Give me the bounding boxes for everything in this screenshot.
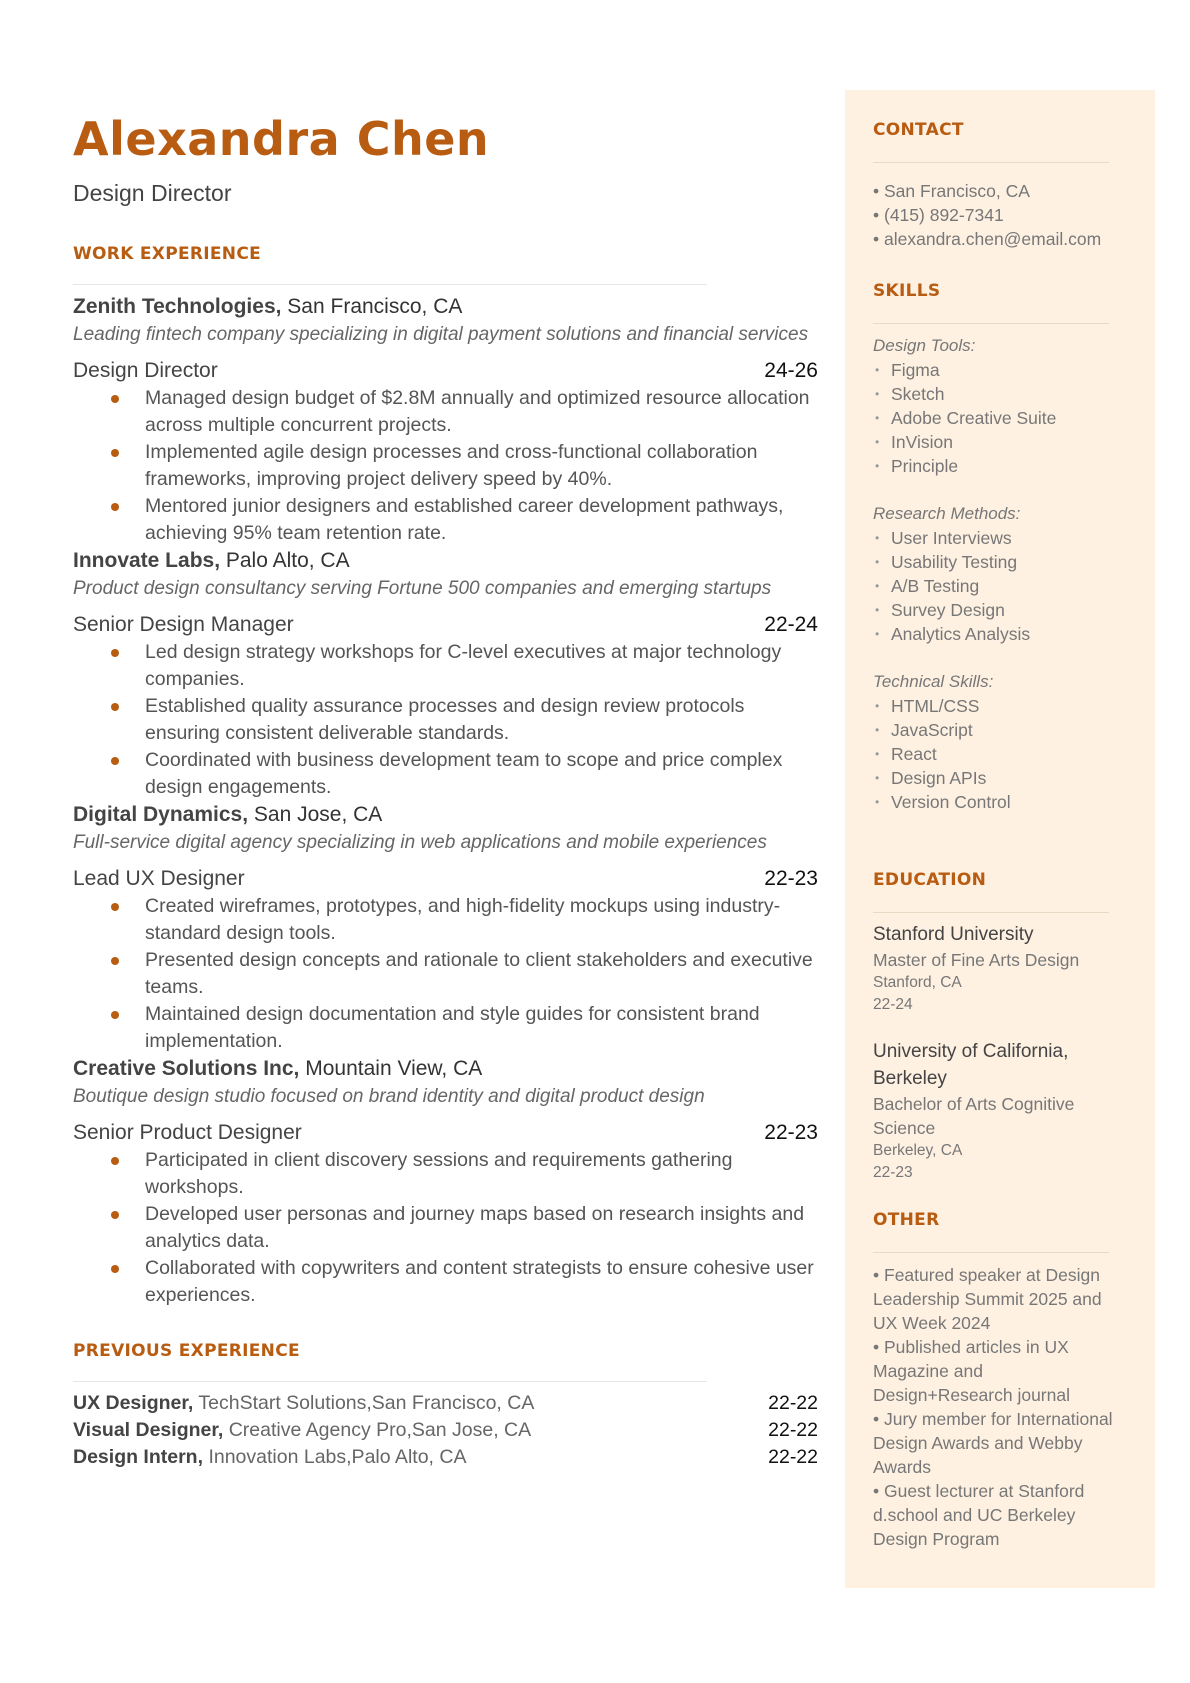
job-description: Product design consultancy serving Fortune 500 companies and emerging startups — [73, 578, 772, 599]
skill-item: • Usability Testing — [873, 550, 1113, 574]
previous-experience-heading: PREVIOUS EXPERIENCE — [73, 1341, 300, 1361]
bullet-dot-icon — [111, 703, 119, 711]
job-company: Innovate Labs, — [73, 549, 221, 572]
job-description: Leading fintech company specializing in digital payment solutions and financial services — [73, 324, 809, 345]
degree: Master of Fine Arts Design — [873, 950, 1080, 970]
skill-item: • Survey Design — [873, 598, 1113, 622]
job-bullet: Collaborated with copywriters and content strategists to ensure cohesive user experiences. — [73, 1255, 818, 1309]
other-item: • Guest lecturer at Stanford d.school and UC Berkeley Design Program — [873, 1481, 1085, 1549]
section-divider — [873, 162, 1109, 163]
job-role-row — [73, 865, 818, 893]
job-location: Palo Alto, CA — [225, 549, 350, 572]
contact-phone: • (415) 892-7341 — [873, 205, 1004, 225]
job-company: Digital Dynamics, — [73, 803, 249, 826]
job-bullets — [73, 639, 818, 801]
degree: Bachelor of Arts Cognitive Science — [873, 1094, 1075, 1138]
job-location: San Francisco, CA — [287, 295, 463, 318]
job-role: Lead UX Designer — [73, 867, 245, 890]
school-years: 22-24 — [873, 996, 913, 1013]
job-role: Senior Design Manager — [73, 613, 294, 636]
other-item: • Featured speaker at Design Leadership Summit 2025 and UX Week 2024 — [873, 1265, 1102, 1333]
job-location: Mountain View, CA — [305, 1057, 483, 1080]
job-company-line — [73, 801, 818, 829]
previous-item: UX Designer, TechStart Solutions,San Francisco, CA 22-22 — [73, 1392, 818, 1414]
job-description: Full-service digital agency specializing in web applications and mobile experiences — [73, 832, 767, 853]
bullet-dot-icon — [111, 1157, 119, 1165]
school-location: Berkeley, CA — [873, 1142, 963, 1159]
job-years: 24-26 — [764, 359, 818, 382]
previous-item: Visual Designer, Creative Agency Pro,San Jose, CA 22-22 — [73, 1419, 818, 1441]
job-role: Design Director — [73, 359, 218, 382]
skill-item: • React — [873, 742, 1113, 766]
contact-email: • alexandra.chen@email.com — [873, 229, 1102, 249]
section-divider — [873, 912, 1109, 913]
bullet-dot-icon — [111, 395, 119, 403]
job-bullet: Maintained design documentation and style guides for consistent brand implementation. — [73, 1001, 818, 1055]
education-heading: EDUCATION — [873, 870, 987, 890]
skill-item: • InVision — [873, 430, 1113, 454]
job-company: Creative Solutions Inc, — [73, 1057, 300, 1080]
previous-item: Design Intern, Innovation Labs,Palo Alto, CA 22-22 — [73, 1446, 818, 1468]
job-description: Boutique design studio focused on brand identity and digital product design — [73, 1086, 705, 1107]
sidebar — [845, 90, 1155, 1588]
job-entry — [73, 801, 818, 1055]
skill-item: • A/B Testing — [873, 574, 1113, 598]
job-company-line — [73, 547, 818, 575]
skill-group-title: Research Methods: — [873, 504, 1021, 523]
skill-item: • Figma — [873, 358, 1113, 382]
bullet-dot-icon — [111, 903, 119, 911]
job-entry — [73, 293, 818, 547]
job-bullet: Developed user personas and journey maps based on research insights and analytics data. — [73, 1201, 818, 1255]
skill-item: • Design APIs — [873, 766, 1113, 790]
job-years: 22-23 — [764, 1121, 818, 1144]
other-item: • Published articles in UX Magazine and Design+Research journal — [873, 1337, 1070, 1405]
job-bullets — [73, 893, 818, 1055]
skill-item: • Sketch — [873, 382, 1113, 406]
education-entry — [873, 1038, 1113, 1184]
job-bullet: Led design strategy workshops for C-level executives at major technology companies. — [73, 639, 818, 693]
skill-item: • Version Control — [873, 790, 1113, 814]
job-entry — [73, 1055, 818, 1309]
job-role-row — [73, 611, 818, 639]
school-name: Stanford University — [873, 924, 1034, 945]
bullet-dot-icon — [111, 1011, 119, 1019]
candidate-title: Design Director — [73, 180, 232, 206]
job-bullet: Participated in client discovery sessions and requirements gathering workshops. — [73, 1147, 818, 1201]
skill-item: • JavaScript — [873, 718, 1113, 742]
job-entry — [73, 547, 818, 801]
skill-group-title: Technical Skills: — [873, 672, 994, 691]
bullet-dot-icon — [111, 649, 119, 657]
bullet-dot-icon — [111, 1211, 119, 1219]
job-bullet: Presented design concepts and rationale to client stakeholders and executive teams. — [73, 947, 818, 1001]
job-bullet: Managed design budget of $2.8M annually and optimized resource allocation across multiple concurrent projects. — [73, 385, 818, 439]
bullet-dot-icon — [111, 1265, 119, 1273]
school-name: University of California, Berkeley — [873, 1041, 1069, 1089]
other-heading: OTHER — [873, 1210, 940, 1230]
job-role-row — [73, 1119, 818, 1147]
job-bullet: Established quality assurance processes and design review protocols ensuring consistent deliverable standards. — [73, 693, 818, 747]
skill-item: • Analytics Analysis — [873, 622, 1113, 646]
job-bullet: Implemented agile design processes and cross-functional collaboration frameworks, improving project delivery speed by 40%. — [73, 439, 818, 493]
section-divider — [873, 323, 1109, 324]
skills-heading: SKILLS — [873, 281, 941, 301]
section-divider — [873, 1252, 1109, 1253]
bullet-dot-icon — [111, 957, 119, 965]
job-company: Zenith Technologies, — [73, 295, 282, 318]
job-bullets — [73, 385, 818, 547]
job-bullet: Mentored junior designers and established career development pathways, achieving 95% team retention rate. — [73, 493, 818, 547]
contact-location: • San Francisco, CA — [873, 181, 1030, 201]
job-company-line — [73, 293, 818, 321]
job-bullets — [73, 1147, 818, 1309]
job-years: 22-23 — [764, 867, 818, 890]
skill-item: • Adobe Creative Suite — [873, 406, 1113, 430]
education-entry — [873, 921, 1113, 1016]
skill-item: • Principle — [873, 454, 1113, 478]
school-years: 22-23 — [873, 1164, 913, 1181]
bullet-dot-icon — [111, 757, 119, 765]
job-years: 22-24 — [764, 613, 818, 636]
job-bullet: Created wireframes, prototypes, and high-fidelity mockups using industry-standard design tools. — [73, 893, 818, 947]
bullet-dot-icon — [111, 503, 119, 511]
job-company-line — [73, 1055, 818, 1083]
skill-item: • HTML/CSS — [873, 694, 1113, 718]
job-location: San Jose, CA — [253, 803, 383, 826]
skill-item: • User Interviews — [873, 526, 1113, 550]
bullet-dot-icon — [111, 449, 119, 457]
other-item: • Jury member for International Design Awards and Webby Awards — [873, 1409, 1113, 1477]
work-experience-heading: WORK EXPERIENCE — [73, 244, 262, 264]
job-role-row — [73, 357, 818, 385]
job-bullet: Coordinated with business development team to scope and price complex design engagements. — [73, 747, 818, 801]
skill-group-title: Design Tools: — [873, 336, 976, 355]
job-role: Senior Product Designer — [73, 1121, 302, 1144]
contact-heading: CONTACT — [873, 120, 964, 140]
main-column — [73, 110, 818, 1471]
section-divider — [73, 284, 707, 285]
section-divider — [73, 1381, 707, 1382]
candidate-name: Alexandra Chen — [73, 112, 490, 166]
school-location: Stanford, CA — [873, 974, 962, 991]
